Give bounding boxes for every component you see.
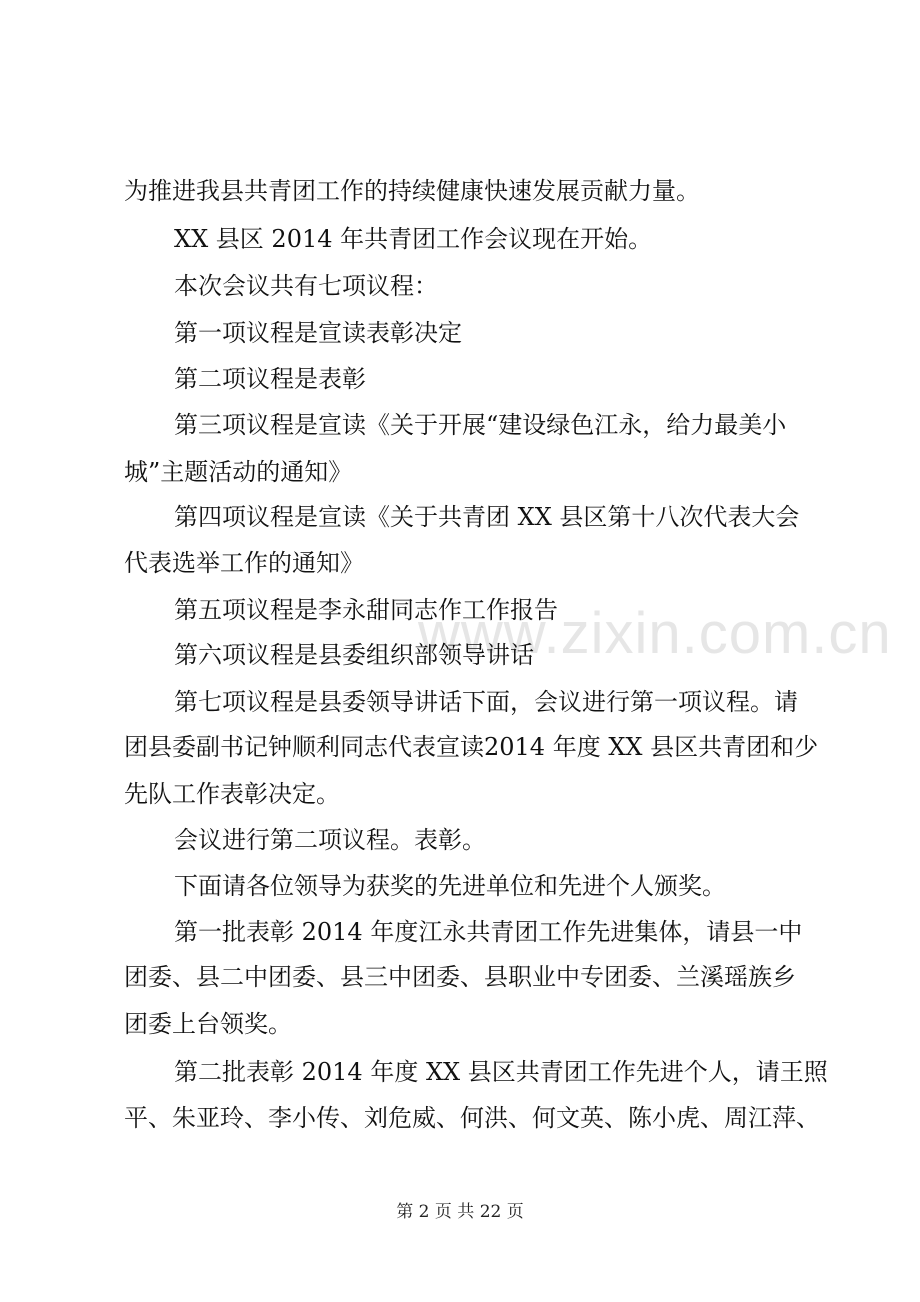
paragraph-line: 第六项议程是县委组织部领导讲话 bbox=[174, 641, 534, 669]
paragraph-line: 平、朱亚玲、李小传、刘危威、何洪、何文英、陈小虎、周江萍、 bbox=[124, 1104, 820, 1132]
paragraph-line: 代表选举工作的通知》 bbox=[124, 549, 364, 577]
paragraph-line: 本次会议共有七项议程： bbox=[174, 272, 438, 300]
paragraph-line: XX 县区 2014 年共青团工作会议现在开始。 bbox=[174, 225, 653, 253]
paragraph-line: 第一项议程是宣读表彰决定 bbox=[174, 319, 462, 347]
paragraph-line: 下面请各位领导为获奖的先进单位和先进个人颁奖。 bbox=[174, 872, 726, 900]
paragraph-line: 团县委副书记钟顺利同志代表宣读2014 年度 XX 县区共青团和少 bbox=[124, 733, 819, 761]
paragraph-line: 第三项议程是宣读《关于开展“建设绿色江永，给力最美小 bbox=[174, 411, 787, 439]
paragraph-line: 会议进行第二项议程。表彰。 bbox=[174, 826, 486, 854]
paragraph-line: 第四项议程是宣读《关于共青团 XX 县区第十八次代表大会 bbox=[174, 503, 800, 531]
paragraph-line: 先队工作表彰决定。 bbox=[124, 780, 340, 808]
page-footer: 第 2 页 共 22 页 bbox=[396, 1202, 524, 1222]
paragraph-line: 团委、县二中团委、县三中团委、县职业中专团委、兰溪瑶族乡 bbox=[124, 963, 796, 991]
watermark: www.zixin.com.cn bbox=[418, 601, 892, 666]
paragraph-line: 第一批表彰 2014 年度江永共青团工作先进集体，请县一中 bbox=[174, 918, 803, 946]
paragraph-line: 第七项议程是县委领导讲话下面，会议进行第一项议程。请 bbox=[174, 688, 798, 716]
paragraph-line: 城”主题活动的通知》 bbox=[124, 458, 353, 486]
paragraph-line: 第二批表彰 2014 年度 XX 县区共青团工作先进个人，请王照 bbox=[174, 1058, 828, 1086]
paragraph-line: 第二项议程是表彰 bbox=[174, 365, 366, 393]
paragraph-line: 团委上台领奖。 bbox=[124, 1010, 292, 1038]
paragraph-line: 第五项议程是李永甜同志作工作报告 bbox=[174, 596, 558, 624]
paragraph-line: 为推进我县共青团工作的持续健康快速发展贡献力量。 bbox=[124, 177, 700, 205]
